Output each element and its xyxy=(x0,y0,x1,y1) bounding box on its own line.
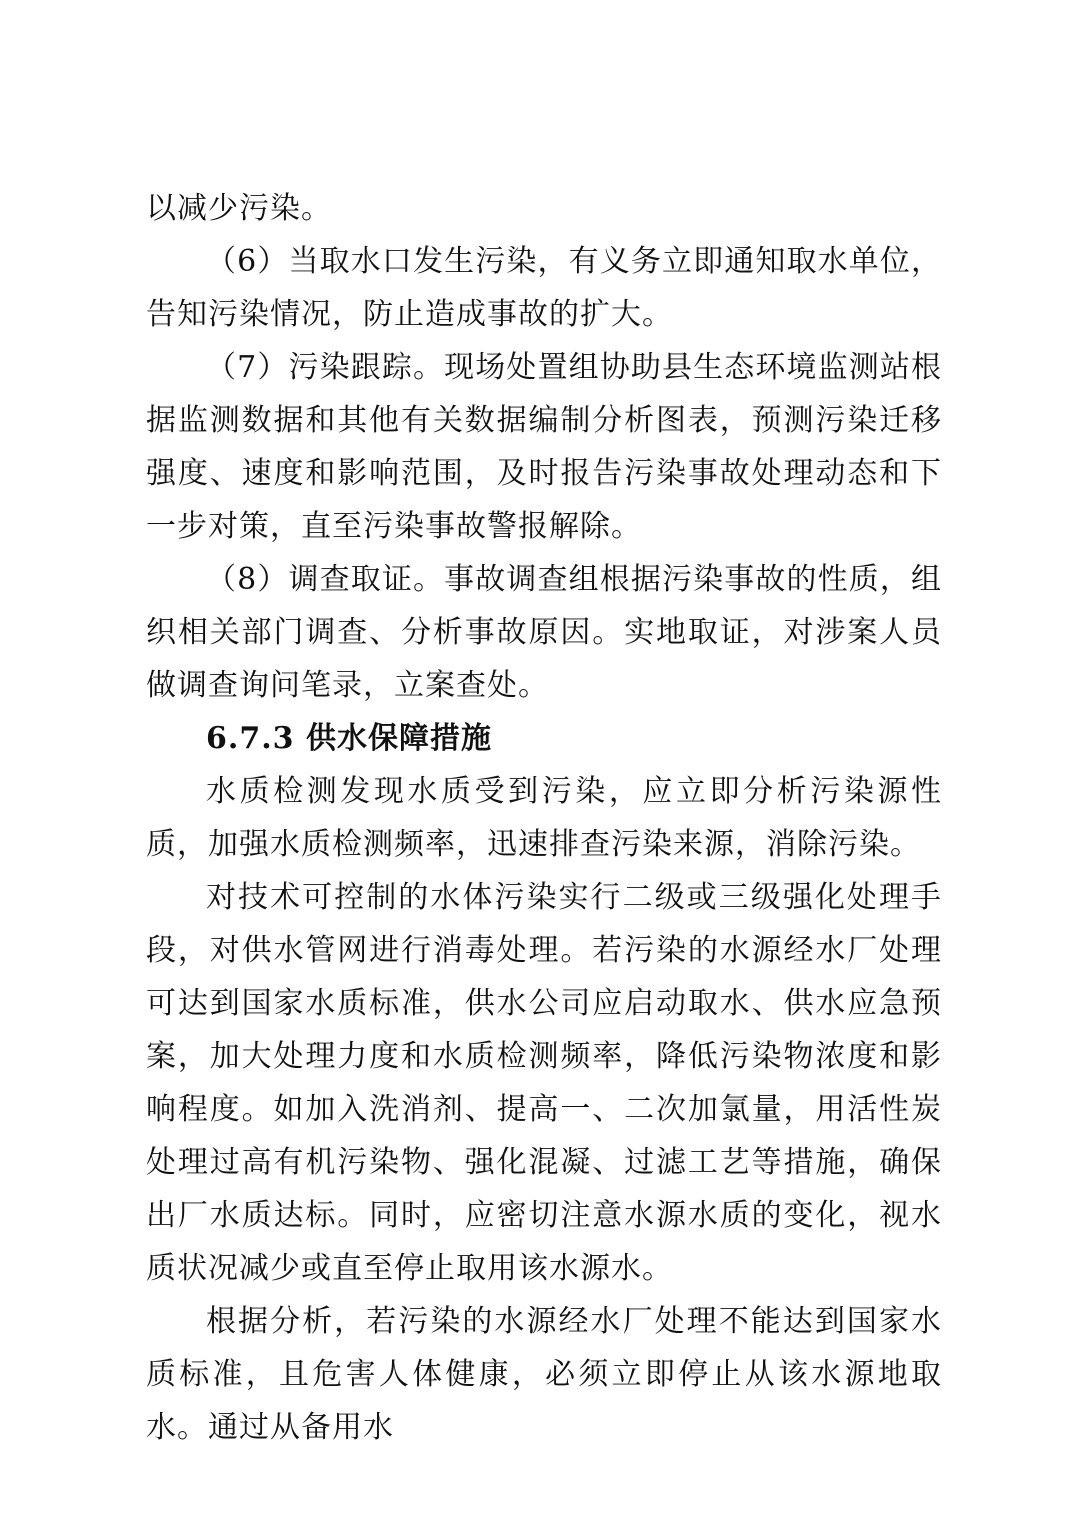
paragraph-continuation: 以减少污染。 xyxy=(146,191,332,226)
section-paragraph-1: 水质检测发现水质受到污染，应立即分析污染源性质，加强水质检测频率，迅速排查污染来源，消除污染。 xyxy=(146,774,942,862)
document-body xyxy=(146,182,942,1454)
section-paragraph-2: 对技术可控制的水体污染实行二级或三级强化处理手段，对供水管网进行消毒处理。若污染的水源经水厂处理可达到国家水质标准，供水公司应启动取水、供水应急预案，加大处理力度和水质检测频率，降低污染物浓度和影响程度。如加入洗消剂、提高一、二次加氯量，用活性炭处理过高有机污染物、强化混凝、过滤工艺等措施，确保出厂水质达标。同时，应密切注意水源水质的变化，视水质状况减少或直至停止取用该水源水。 xyxy=(146,880,942,1286)
section-paragraph-3: 根据分析，若污染的水源经水厂处理不能达到国家水质标准，且危害人体健康，必须立即停止从该水源地取水。通过从备用水 xyxy=(146,1304,942,1445)
paragraph-item-6: （6）当取水口发生污染，有义务立即通知取水单位，告知污染情况，防止造成事故的扩大。 xyxy=(146,244,942,332)
section-heading: 6.7.3 供水保障措施 xyxy=(206,721,492,756)
paragraph-item-7: （7）污染跟踪。现场处置组协助县生态环境监测站根据监测数据和其他有关数据编制分析图表，预测污染迁移强度、速度和影响范围，及时报告污染事故处理动态和下一步对策，直至污染事故警报解除。 xyxy=(146,350,942,544)
paragraph-item-8: （8）调查取证。事故调查组根据污染事故的性质，组织相关部门调查、分析事故原因。实地取证，对涉案人员做调查询问笔录，立案查处。 xyxy=(146,562,942,703)
